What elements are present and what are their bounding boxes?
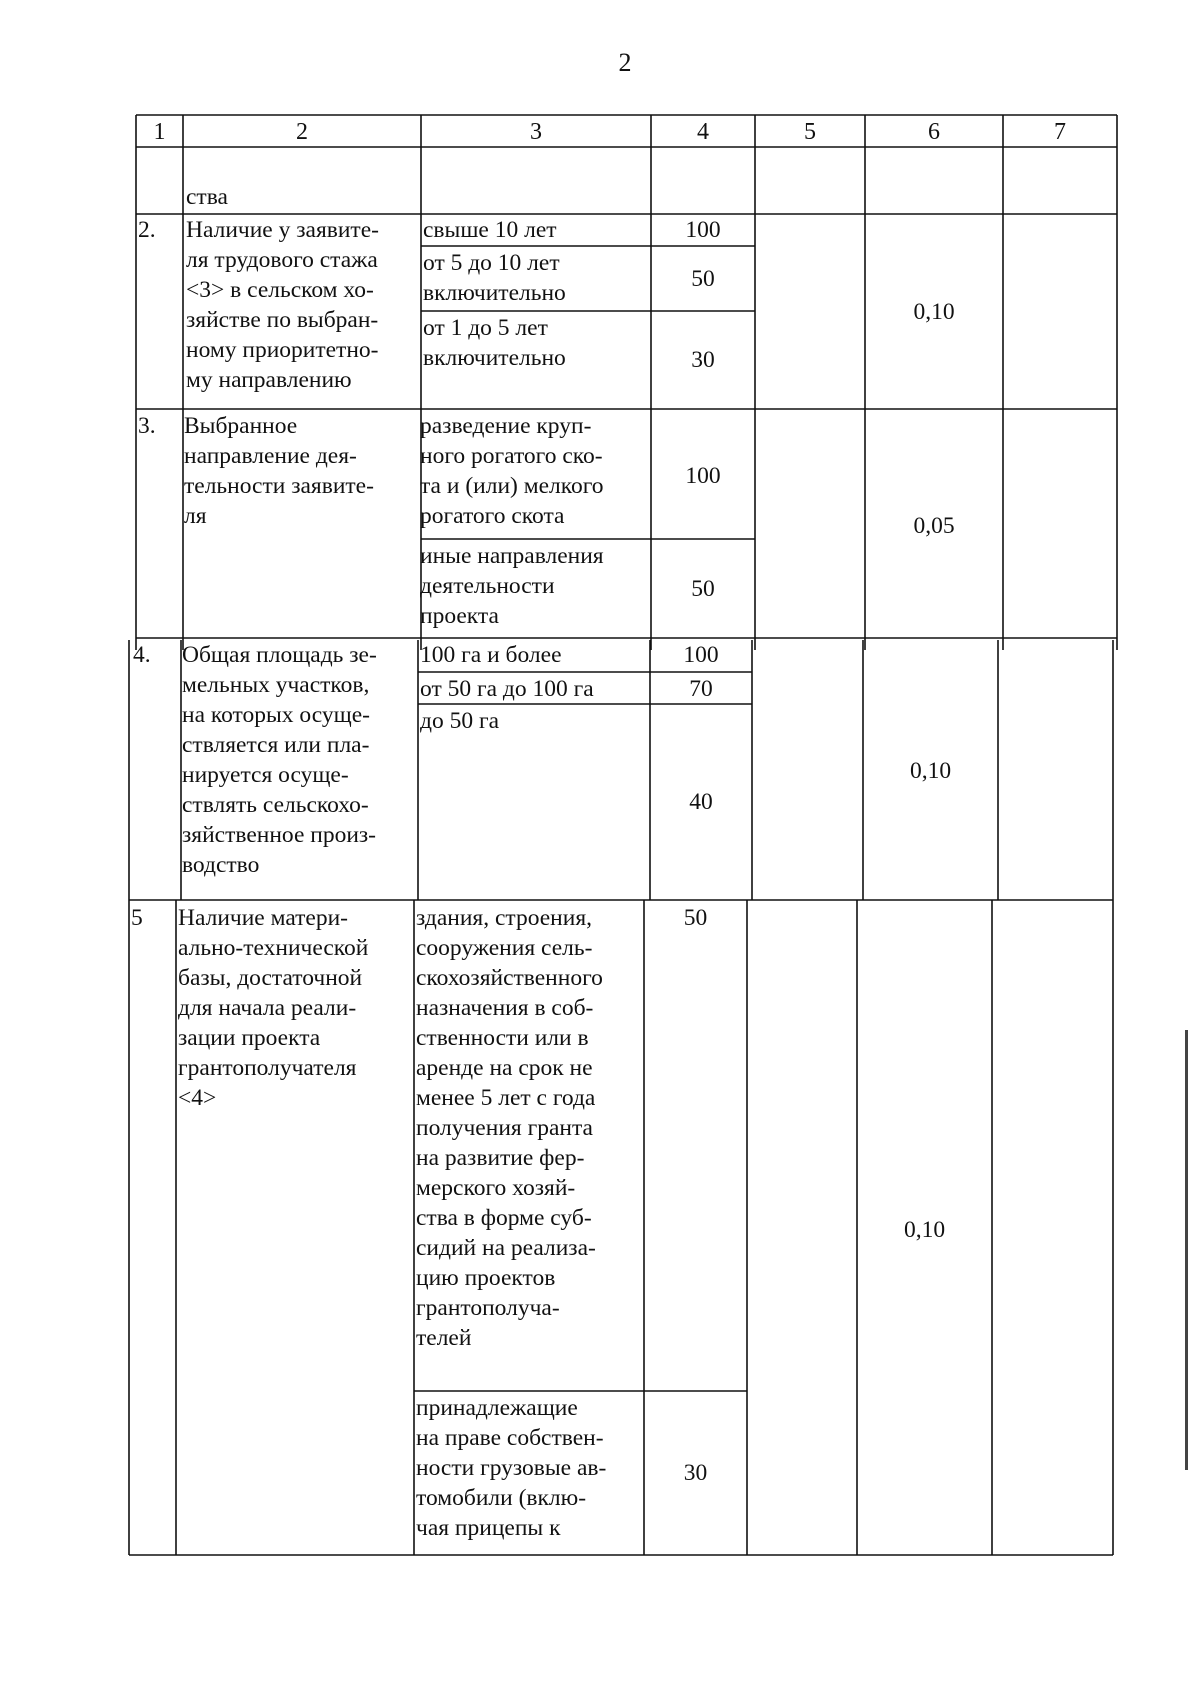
col-header-6: 6 (928, 119, 940, 145)
option-score: 100 (685, 463, 721, 489)
weight-value: 0,05 (913, 513, 955, 539)
option-label: принадлежащие на праве собствен- ности грузовые ав- томобили (вклю- чая прицепы к (416, 1395, 607, 1541)
option-label: 100 га и более (420, 642, 562, 668)
option-label: здания, строения, сооружения сель- скохозяйственного назначения в соб- ственности или в аренде на срок не менее 5 лет с года получения гранта на развитие фер- мерского хозяй- ства в форме суб- сидий на реализа- цию проектов грантополуча- телей (416, 905, 603, 1351)
col-header-5: 5 (804, 119, 816, 145)
criterion-text: Общая площадь зе- мельных участков, на которых осуще- ствляется или пла- нируется осуще- ствлять сельскохо- зяйственное произ- водство (182, 642, 377, 878)
option-score: 30 (691, 347, 715, 373)
option-score: 70 (689, 676, 713, 702)
option-score: 50 (683, 905, 708, 931)
option-score: 50 (691, 576, 715, 602)
col-header-3: 3 (530, 119, 542, 145)
col-header-7: 7 (1054, 119, 1066, 145)
option-score: 40 (689, 789, 713, 815)
option-label: свыше 10 лет (423, 217, 557, 243)
row-number: 5 (131, 905, 143, 931)
row-number: 2. (138, 217, 156, 243)
criterion-text: Наличие матери- ально-технической базы, достаточной для начала реали- зации проекта грантополучателя <4> (178, 905, 369, 1111)
col-header-1: 1 (153, 119, 166, 145)
option-label: иные направления деятельности проекта (420, 543, 604, 629)
option-label: от 50 га до 100 га (420, 676, 594, 702)
col-header-2: 2 (296, 119, 308, 145)
criterion-text: Наличие у заявите- ля трудового стажа <3> в сельском хо- зяйстве по выбран- ному приоритетно- му направлению (186, 217, 379, 393)
option-label: разведение круп- ного рогатого ско- та и (или) мелкого рогатого скота (420, 413, 604, 529)
scan-edge-mark (1185, 1030, 1188, 1470)
option-score: 50 (691, 266, 715, 292)
row-number: 3. (138, 413, 156, 439)
weight-value: 0,10 (903, 1217, 946, 1243)
criterion-text: Выбранное направление дея- тельности заявите- ля (184, 413, 374, 529)
weight-value: 0,10 (909, 758, 952, 784)
row-number: 4. (133, 642, 151, 668)
option-score: 100 (683, 642, 719, 668)
continuation-text: ства (186, 184, 228, 210)
option-label: до 50 га (420, 708, 500, 734)
page-number: 2 (618, 48, 632, 77)
col-header-4: 4 (697, 119, 709, 145)
weight-value: 0,10 (913, 299, 955, 325)
option-score: 100 (685, 217, 721, 243)
option-label: от 1 до 5 лет включительно (423, 315, 566, 371)
option-score: 30 (683, 1460, 708, 1486)
option-label: от 5 до 10 лет включительно (423, 250, 566, 306)
